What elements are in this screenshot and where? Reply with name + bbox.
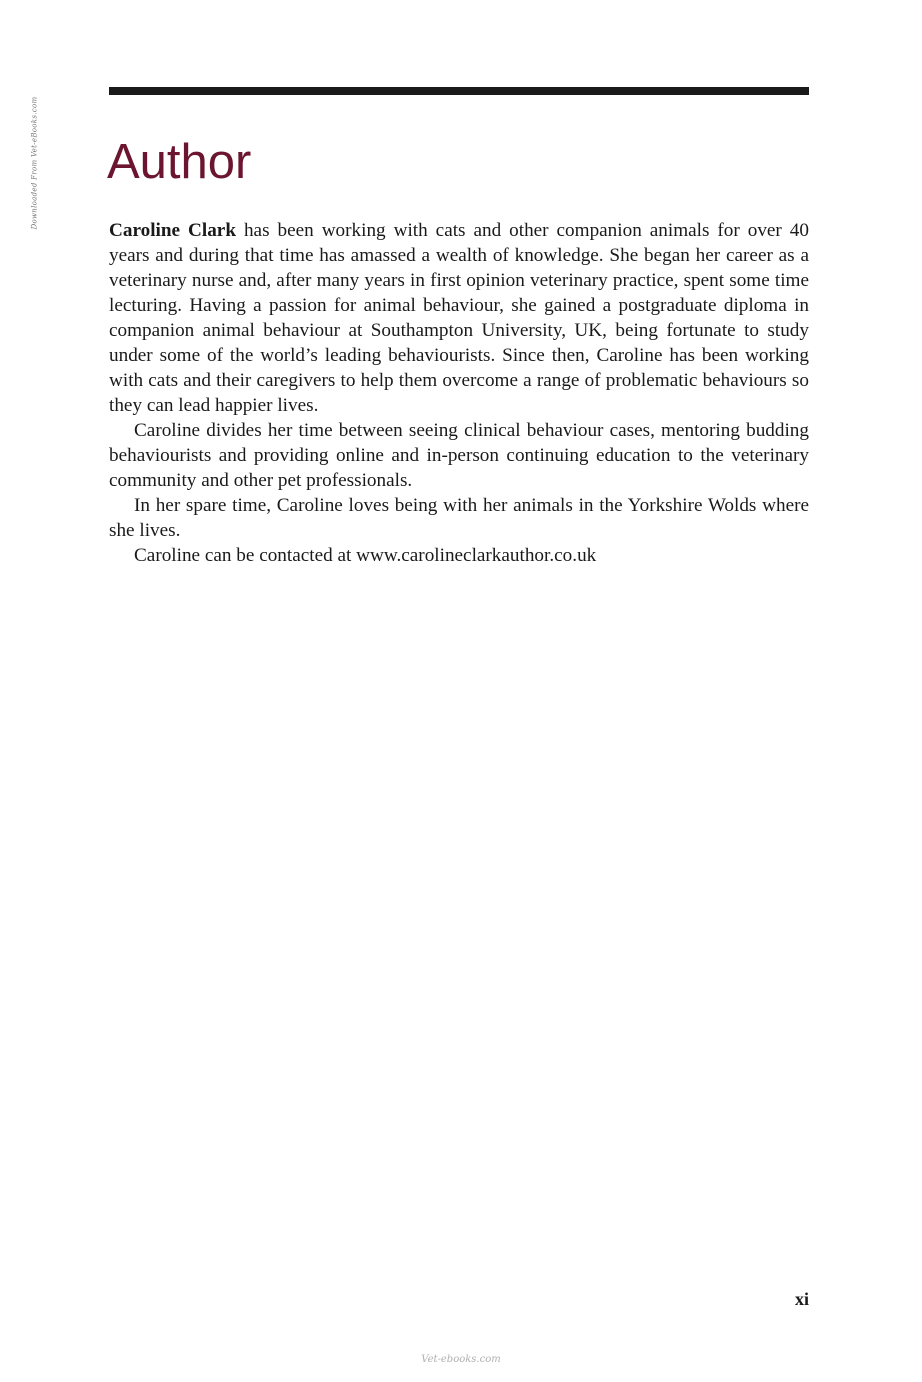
author-bio <box>109 218 809 568</box>
author-name: Caroline Clark <box>109 220 236 241</box>
bio-paragraph-1-text: has been working with cats and other companion animals for over 40 years and during that time has amassed a wealth of knowledge. She began her career as a veterinary nurse and, after many years in first opinion veterinary practice, spent some time lecturing. Having a passion for animal behaviour, she gained a postgraduate diploma in companion animal behaviour at Southampton University, UK, being fortunate to study under some of the world’s leading behaviourists. Since then, Caroline has been working with cats and their caregivers to help them overcome a range of problematic behaviours so they can lead happier lives. <box>109 220 809 416</box>
top-rule <box>109 87 809 95</box>
bio-paragraph-1 <box>109 218 809 418</box>
bio-paragraph-4: Caroline can be contacted at www.carolineclarkauthor.co.uk <box>134 545 597 566</box>
footer-watermark: Vet-ebooks.com <box>421 1354 501 1365</box>
page-title: Author <box>107 135 252 189</box>
side-watermark-text: Downloaded From Vet-eBooks.com <box>30 96 38 230</box>
bio-paragraph-3: In her spare time, Caroline loves being with her animals in the Yorkshire Wolds where she lives. <box>109 495 809 541</box>
side-watermark <box>20 88 48 238</box>
bio-paragraph-2: Caroline divides her time between seeing clinical behaviour cases, mentoring budding behaviourists and providing online and in-person continuing education to the veterinary community and other pet professionals. <box>109 420 809 491</box>
page-number: xi <box>794 1289 809 1309</box>
